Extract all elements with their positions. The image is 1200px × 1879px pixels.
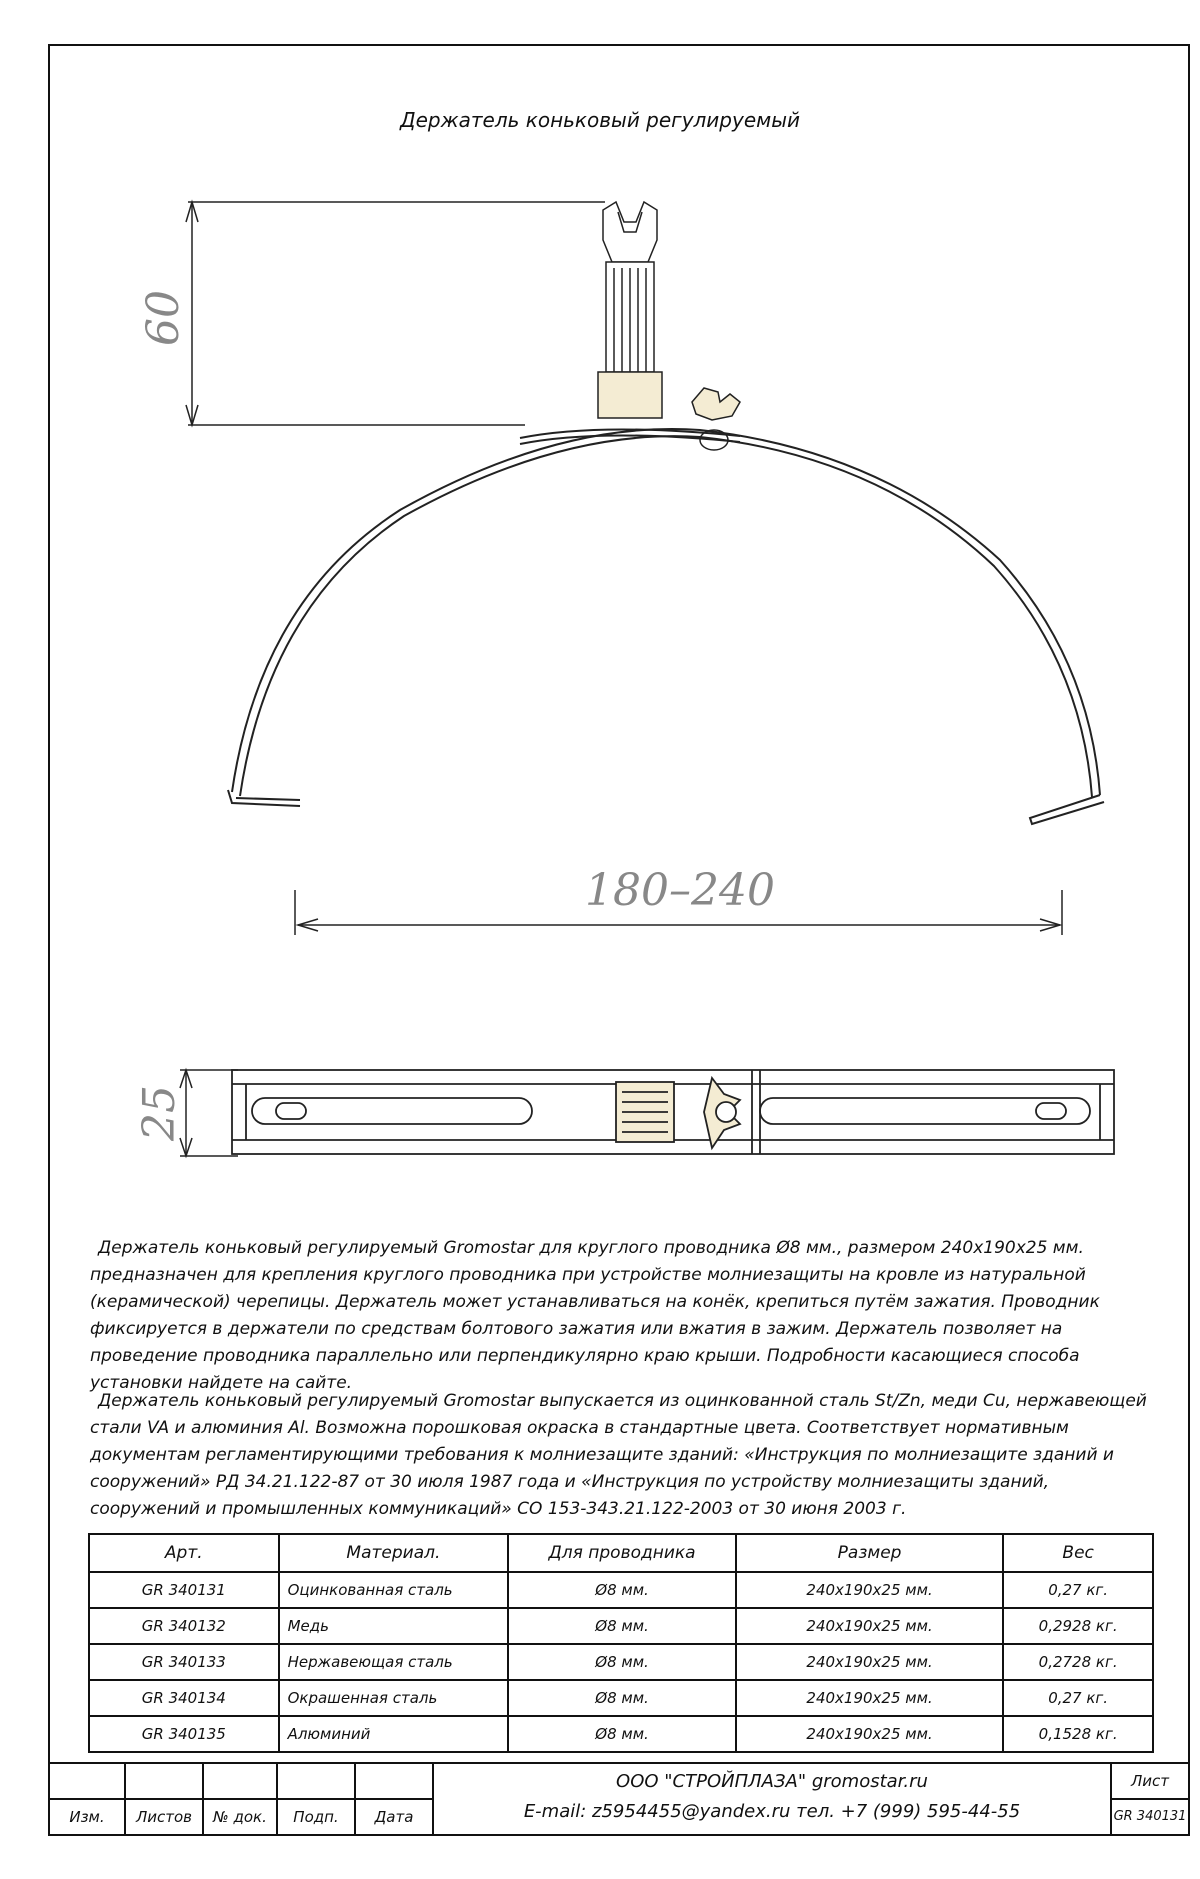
cell-article: GR 340133 <box>89 1644 279 1680</box>
table-row <box>89 1716 1153 1752</box>
stamp-label-doc-number: № док. <box>202 1798 278 1836</box>
bracket-arc <box>228 429 1104 824</box>
cell-material: Окрашенная сталь <box>279 1680 509 1716</box>
sheet-label: Лист <box>1110 1762 1190 1800</box>
contact-line: E-mail: z5954455@yandex.ru тел. +7 (999) 595-44-55 <box>523 1801 1021 1822</box>
specification-table <box>88 1533 1154 1753</box>
cell-article: GR 340131 <box>89 1572 279 1608</box>
stamp-label-signature: Подп. <box>276 1798 356 1836</box>
table-row <box>89 1608 1153 1644</box>
stamp-label-sheets: Листов <box>124 1798 204 1836</box>
cell-weight: 0,27 кг. <box>1003 1680 1153 1716</box>
header-article: Арт. <box>89 1534 279 1572</box>
table-row <box>89 1572 1153 1608</box>
strip-width-dimension <box>180 1070 238 1156</box>
table-header-row <box>89 1534 1153 1572</box>
header-size: Размер <box>736 1534 1003 1572</box>
stamp-cell <box>124 1762 204 1800</box>
stamp-cell <box>48 1762 126 1800</box>
conductor-clip <box>598 202 662 418</box>
cell-article: GR 340135 <box>89 1716 279 1752</box>
cell-conductor: Ø8 мм. <box>508 1608 736 1644</box>
bracket-top-view <box>232 1070 1114 1154</box>
cell-weight: 0,2928 кг. <box>1003 1608 1153 1644</box>
table-row <box>89 1644 1153 1680</box>
drawing-title: Держатель коньковый регулируемый <box>399 108 801 132</box>
cell-conductor: Ø8 мм. <box>508 1680 736 1716</box>
description-paragraph-2: Держатель коньковый регулируемый Gromostar выпускается из оцинкованной сталь St/Zn, меди Cu, нержавеющей стали VA и алюминия Al. Возможна порошковая окраска в стандартные цвета. Соответствует нормативным документам регламентирующими требования к молниезащите зданий: «Инструкция по молниезащите зданий и сооружений» РД 34.21.122-87 от 30 июля 1987 года и «Инструкция по устройству молниезащиты зданий, сооружений и промышленных коммуникаций» СО 153-343.21.122-2003 от 30 июня 2003 г. <box>90 1391 1147 1519</box>
header-weight: Вес <box>1003 1534 1153 1572</box>
cell-material: Оцинкованная сталь <box>279 1572 509 1608</box>
cell-weight: 0,1528 кг. <box>1003 1716 1153 1752</box>
table-row <box>89 1680 1153 1716</box>
sheet-code: GR 340131 <box>1110 1798 1190 1836</box>
cell-material: Нержавеющая сталь <box>279 1644 509 1680</box>
stamp-cell <box>202 1762 278 1800</box>
height-dimension-label: 60 <box>138 290 189 346</box>
cell-conductor: Ø8 мм. <box>508 1716 736 1752</box>
cell-article: GR 340132 <box>89 1608 279 1644</box>
cell-article: GR 340134 <box>89 1680 279 1716</box>
cell-size: 240х190х25 мм. <box>736 1608 1003 1644</box>
cell-material: Медь <box>279 1608 509 1644</box>
cell-size: 240х190х25 мм. <box>736 1644 1003 1680</box>
description-paragraph-1: Держатель коньковый регулируемый Gromostar для круглого проводника Ø8 мм., размером 240х190х25 мм. предназначен для крепления круглого проводника при устройстве молниезащиты на кровле из натуральной (керамической) черепицы. Держатель может устанавливаться на конёк, крепиться путём зажатия. Проводник фиксируется в держатели по средствам болтового зажатия или вжатия в зажим. Держатель позволяет на проведение проводника параллельно или перпендикулярно краю крыши. Подробности касающиеся способа установки найдете на сайте. <box>90 1238 1100 1393</box>
width-dimension-label: 180–240 <box>585 865 775 916</box>
cell-conductor: Ø8 мм. <box>508 1644 736 1680</box>
title-block <box>48 1762 1190 1836</box>
stamp-cell <box>276 1762 356 1800</box>
cell-material: Алюминий <box>279 1716 509 1752</box>
cell-size: 240х190х25 мм. <box>736 1680 1003 1716</box>
cell-conductor: Ø8 мм. <box>508 1572 736 1608</box>
header-material: Материал. <box>279 1534 509 1572</box>
stamp-label-change: Изм. <box>48 1798 126 1836</box>
company-line: ООО "СТРОЙПЛАЗА" gromostar.ru <box>616 1771 928 1792</box>
header-conductor: Для проводника <box>508 1534 736 1572</box>
cell-size: 240х190х25 мм. <box>736 1716 1003 1752</box>
strip-width-dimension-label: 25 <box>134 1085 185 1141</box>
height-dimension <box>186 202 605 425</box>
stamp-label-date: Дата <box>354 1798 434 1836</box>
stamp-cell <box>354 1762 434 1800</box>
cell-weight: 0,2728 кг. <box>1003 1644 1153 1680</box>
cell-size: 240х190х25 мм. <box>736 1572 1003 1608</box>
cell-weight: 0,27 кг. <box>1003 1572 1153 1608</box>
